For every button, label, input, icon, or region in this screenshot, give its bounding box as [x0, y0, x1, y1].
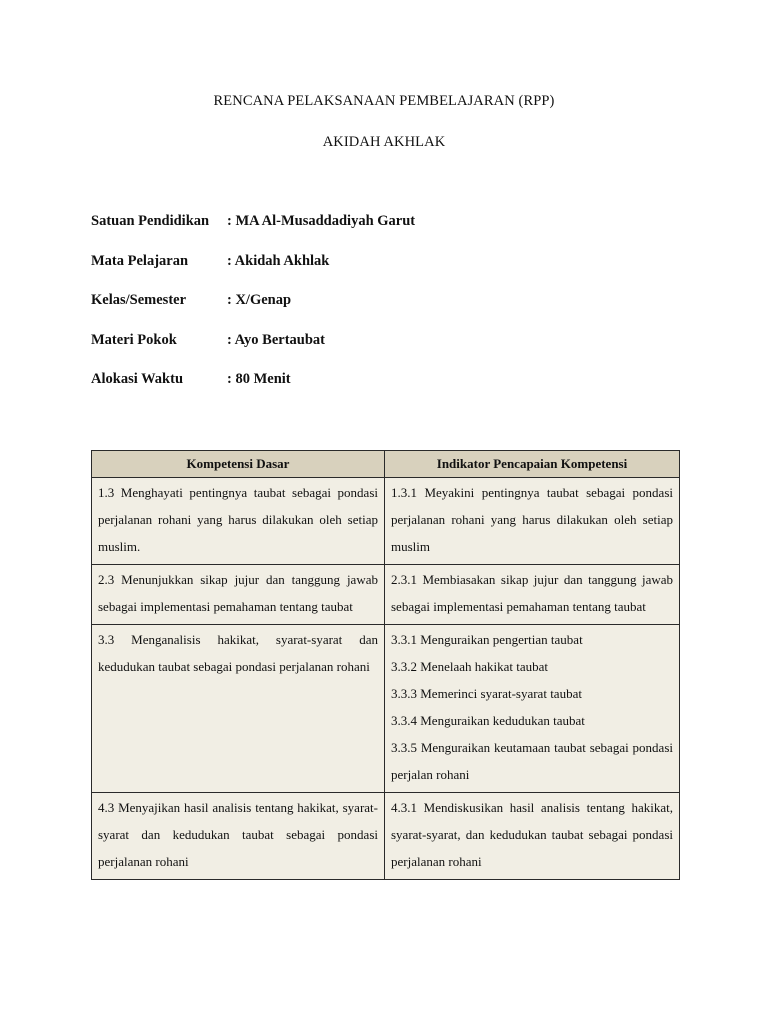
info-row-school: [91, 213, 691, 253]
info-value: : 80 Menit: [227, 371, 291, 387]
table-row: [92, 565, 680, 625]
indicator-item: 3.3.2 Menelaah hakikat taubat: [391, 659, 549, 674]
table-row: [92, 478, 680, 565]
info-label: Kelas/Semester: [91, 292, 187, 308]
document-title: RENCANA PELAKSANAAN PEMBELAJARAN (RPP): [213, 93, 555, 109]
info-row-topic: [91, 332, 691, 372]
info-value: : MA Al-Musaddadiyah Garut: [227, 213, 416, 229]
info-label: Alokasi Waktu: [91, 371, 184, 387]
info-value: : X/Genap: [227, 292, 292, 308]
indicator-item: 3.3.1 Menguraikan pengertian taubat: [391, 632, 583, 647]
info-value: : Ayo Bertaubat: [227, 331, 326, 348]
indicator-item: 3.3.5 Menguraikan keutamaan taubat sebagai pondasi perjalan rohani: [391, 740, 673, 782]
info-label: Mata Pelajaran: [91, 252, 189, 269]
kd-cell: 1.3 Menghayati pentingnya taubat sebagai pondasi perjalanan rohani yang harus dilakukan oleh setiap muslim.: [92, 478, 385, 565]
kd-cell: 4.3 Menyajikan hasil analisis tentang hakikat, syarat-syarat dan kedudukan taubat sebagai pondasi perjalanan rohani: [92, 793, 385, 880]
kd-cell: 2.3 Menunjukkan sikap jujur dan tanggung jawab sebagai implementasi pemahaman tentang taubat: [92, 565, 385, 625]
indicator-item: 1.3.1 Meyakini pentingnya taubat sebagai pondasi perjalanan rohani yang harus dilakukan oleh setiap muslim: [391, 485, 673, 554]
indicator-item: 4.3.1 Mendiskusikan hasil analisis tentang hakikat, syarat-syarat, dan kedudukan taubat sebagai pondasi perjalanan rohani: [391, 800, 673, 869]
table-row: [92, 793, 680, 880]
indicator-cell: [385, 478, 680, 565]
indicator-item: 2.3.1 Membiasakan sikap jujur dan tanggung jawab sebagai implementasi pemahaman tentang taubat: [391, 572, 673, 614]
kd-cell: 3.3 Menganalisis hakikat, syarat-syarat dan kedudukan taubat sebagai pondasi perjalanan rohani: [92, 625, 385, 793]
info-row-time: [91, 371, 691, 411]
column-header-kd: Kompetensi Dasar: [92, 451, 385, 478]
competency-table: [91, 450, 680, 880]
info-label: Materi Pokok: [91, 331, 177, 348]
identity-section: [91, 213, 691, 411]
indicator-cell: [385, 565, 680, 625]
indicator-item: 3.3.3 Memerinci syarat-syarat taubat: [391, 686, 582, 701]
table-header-row: [92, 451, 680, 478]
indicator-item: 3.3.4 Menguraikan kedudukan taubat: [391, 713, 585, 728]
info-row-class: [91, 292, 691, 332]
info-value: : Akidah Akhlak: [227, 252, 330, 269]
info-row-subject: [91, 253, 691, 293]
column-header-indicator: Indikator Pencapaian Kompetensi: [385, 451, 680, 478]
indicator-cell: [385, 625, 680, 793]
info-label: Satuan Pendidikan: [91, 213, 210, 229]
table-row: [92, 625, 680, 793]
indicator-cell: [385, 793, 680, 880]
document-subject: AKIDAH AKHLAK: [322, 134, 446, 150]
